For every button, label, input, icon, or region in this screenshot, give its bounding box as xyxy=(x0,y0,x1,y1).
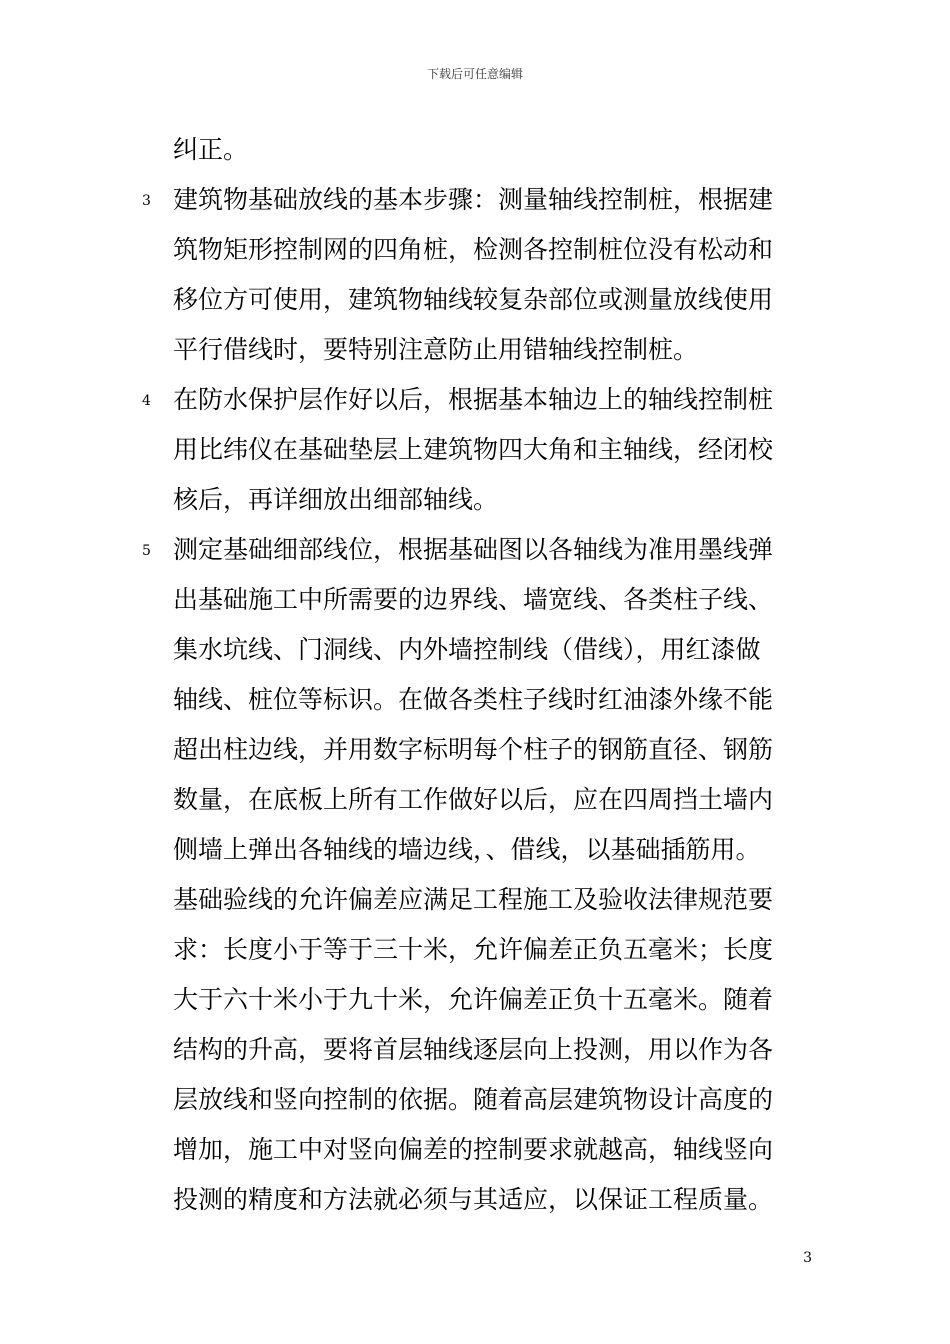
page-number: 3 xyxy=(803,1250,812,1266)
item-3-line-2: 筑物矩形控制网的四角桩，检测各控制桩位没有松动和 xyxy=(173,235,774,264)
item-5-line-9: 求：长度小于等于三十米，允许偏差正负五毫米；长度 xyxy=(173,935,774,964)
item-5-line-2: 出基础施工中所需要的边界线、墙宽线、各类柱子线、 xyxy=(173,585,774,614)
item-3-line-4: 平行借线时，要特别注意防止用错轴线控制桩。 xyxy=(173,335,699,364)
item-5-line-6: 数量，在底板上所有工作做好以后，应在四周挡土墙内 xyxy=(173,785,774,814)
item-4-line-1: 在防水保护层作好以后，根据基本轴边上的轴线控制桩 xyxy=(173,385,774,414)
item-5-line-14: 投测的精度和方法就必须与其适应，以保证工程质量。 xyxy=(173,1185,774,1214)
item-5-line-5: 超出柱边线，并用数字标明每个柱子的钢筋直径、钢筋 xyxy=(173,735,774,764)
item-5-line-10: 大于六十米小于九十米，允许偏差正负十五毫米。随着 xyxy=(173,985,774,1014)
item-4-line-3: 核后，再详细放出细部轴线。 xyxy=(173,485,499,514)
item-3-line-1: 建筑物基础放线的基本步骤：测量轴线控制桩，根据建 xyxy=(173,185,774,214)
item-5-line-3: 集水坑线、门洞线、内外墙控制线（借线），用红漆做 xyxy=(173,635,761,664)
item-4-line-2: 用比纬仪在基础垫层上建筑物四大角和主轴线，经闭校 xyxy=(173,435,774,464)
item-5-line-13: 增加，施工中对竖向偏差的控制要求就越高，轴线竖向 xyxy=(173,1135,774,1164)
item-number-5: 5 xyxy=(142,543,151,559)
item-5-line-1: 测定基础细部线位，根据基础图以各轴线为准用墨线弹 xyxy=(173,535,774,564)
item-5-line-4: 轴线、桩位等标识。在做各类柱子线时红油漆外缘不能 xyxy=(173,685,774,714)
item-5-line-11: 结构的升高，要将首层轴线逐层向上投测，用以作为各 xyxy=(173,1035,774,1064)
item-3-line-3: 移位方可使用，建筑物轴线较复杂部位或测量放线使用 xyxy=(173,285,774,314)
item-number-4: 4 xyxy=(142,393,151,409)
page-header: 下载后可任意编辑 xyxy=(426,67,523,81)
item-5-line-8: 基础验线的允许偏差应满足工程施工及验收法律规范要 xyxy=(173,885,774,914)
item-5-line-7: 侧墙上弹出各轴线的墙边线，、借线，以基础插筋用。 xyxy=(173,835,761,864)
item-number-3: 3 xyxy=(142,193,151,209)
continuation-line: 纠正。 xyxy=(173,135,249,164)
item-5-line-12: 层放线和竖向控制的依据。随着高层建筑物设计高度的 xyxy=(173,1085,774,1114)
